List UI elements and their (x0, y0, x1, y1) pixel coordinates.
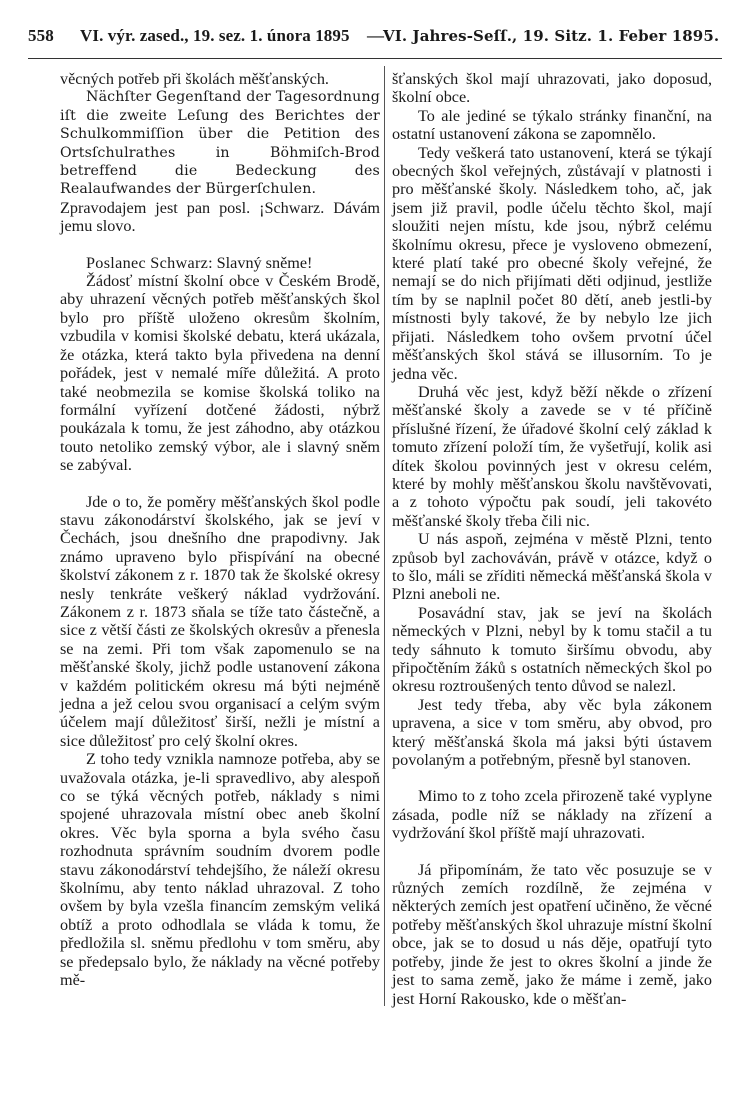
column-divider (384, 66, 385, 1006)
german-agenda-paragraph: Nächſter Gegenſtand der Tagesordnung iſt die zweite Leſung des Berichtes der Schulkommiſſion über die Petition des Ortsſchulrathes in Böhmiſch-Brod betreffend die Bedeckung des Realaufwandes der Bürgerſchulen. (60, 89, 380, 198)
paragraph: Zpravodajem jest pan posl. ¡Schwarz. Dávám jemu slovo. (60, 198, 380, 236)
header-separator: — (367, 26, 385, 45)
paragraph: Z toho tedy vznikla namnoze potřeba, aby se uvažovala otázka, je-li spravedlivo, aby alespoň co se týká věcných potřeb, náklady s nimi spojené uhrazovala místní obec aneb školní okres. Věc byla sporna a byla svého času rozhodnuta správním soudním dvorem podle stavu zákonodárství tehdejšího, že náleží okresu školnímu, aby tento náklad uhrazoval. Z toho ovšem by byla vzešla financím zemským veliká obtíž a proto odhodlala se vláda k tomu, že předložila sl. sněmu předlohu v tom směru, aby se předepsalo bylo, že náklady na věcné potřeby mě- (60, 750, 380, 990)
paragraph: U nás aspoň, zejména v městě Plzni, tento způsob byl zachováván, právě v otázce, když o to šlo, máli se zříditi německá měšťanská škola v Plzni aneboli ne. (392, 530, 712, 604)
paragraph: Jest tedy třeba, aby věc byla zákonem upravena, a sice v tom směru, aby obvod, pro který měšťanská škola má jaksi býti ústavem povolaným a potřebným, přesně byl stanoven. (392, 695, 712, 770)
header-german-session: VI. Jahres-Seſſ., 19. Sitz. 1. Feber 1895. (383, 27, 720, 45)
paragraph: Mimo to z toho zcela přirozeně také vyplyne zásada, podle níž se náklady na zřízení a vydržování škol příště mají uhrazovati. (392, 787, 712, 843)
paragraph: Tedy veškerá tato ustanovení, která se týkají obecných škol veřejných, zůstávají v platnosti i pro měšťanské školy. Následkem toho, ač, jak jsem již pravil, podle účelu těchto škol, mají sloužiti nejen místu, kde jsou, nýbrž celému školnímu okresu, přece je vysloveno obmezení, které platí také pro obecné školy veřejné, že nemají se do nich přijímati děti odjinud, jestliže tím by se naplnil počet 80 dětí, aneb jestli-by místnosti byly takové, že by nebylo lze jich přijati. Následkem toho ovšem prvotní účel měšťanských škol stává se illusorním. To je jedna věc. (392, 143, 712, 383)
paragraph: věcných potřeb při školách měšťanských. (60, 70, 329, 88)
paragraph: To ale jediné se týkalo stránky finanční, na ostatní ustanovení zákona se zapomnělo. (392, 106, 712, 144)
page-number: 558 (28, 26, 54, 45)
paragraph: Druhá věc jest, když běží někde o zřízení měšťanské školy a zavede se v té příčině příslušné řízení, že úřadové školní celý základ k tomuto zřízení položí tím, že vyšetřují, kolik asi dítek školou povinných jest v okresu celém, které by mohly měšťanskou školu navštěvovati, a z tohoto výpočtu pak soudí, jeli takovéto měšťanské školy třeba čili nic. (392, 382, 712, 530)
paragraph: šťanských škol mají uhrazovati, jako doposud, školní obce. (392, 70, 712, 107)
running-header (28, 26, 722, 50)
paragraph: Já připomínám, že tato věc posuzuje se v různých zemích rozdílně, že zejména v některých zemích jest opatření učiněno, že věcné potřeby měšťanských škol uhrazuje místní školní obce, jak se to dosud u nás děje, opatřují tyto potřeby, jinde že jest to okres školní a jinde že jest to sama země, jako že máme i země, jako jest Horní Rakousko, kde o měšťan- (392, 860, 712, 1008)
left-column (60, 70, 380, 990)
paragraph: Jde o to, že poměry měšťanských škol podle stavu zákonodárství školského, jak se jeví v Čechách, jsou dnešního dne prapodivny. Jak známo upraveno bylo přispívání na obecné školství zákonem z r. 1870 tak že školské okresy nesly tenkráte veškerý náklad vydržování. Zákonem z r. 1873 sňala se tíže tato částečně, a sice z větší části ze školských okresův a přenesla se na zemi. Při tom však zapomenulo se na měšťanské školy, jichž podle ustanovení zákona v každém politickém okresu má býti nejméně jedna a jež celou svou organisací a celým svým účelem mají důležitosť širší, nežli je místní a sice důležitosť pro celý školní okres. (60, 492, 380, 750)
paragraph: Žádosť místní školní obce v Českém Brodě, aby uhrazení věcných potřeb měšťanských škol bylo pro příště uloženo okresům školním, vzbudila v komisi školské debatu, která ukázala, že otázka, která takto byla přivedena na denní pořádek, jest v nemalé míře důležitá. A proto také neobmezila se komise školská toliko na formální vyřízení dotčené žádosti, nýbrž poukázala k tomu, že jest záhodno, aby otázkou touto netoliko zemský výbor, ale i slavný sněm se zabýval. (60, 272, 380, 475)
speaker-name: Poslanec Schwarz (86, 253, 209, 272)
header-czech-session: VI. výr. zased., 19. sez. 1. února 1895 (80, 26, 350, 45)
speaker-line (60, 254, 380, 272)
speaker-greeting: : Slavný sněme! (208, 253, 313, 272)
header-rule (28, 58, 722, 59)
right-column (392, 70, 712, 1008)
paragraph: Posavádní stav, jak se jeví na školách německých v Plzni, nebyl by k tomu stačil a tu tedy sáhnuto k tomuto širšímu obvodu, aby připočtěním žáků s ostatních německých škol po okresu roztroušených tento důvod se nalezl. (392, 603, 712, 696)
